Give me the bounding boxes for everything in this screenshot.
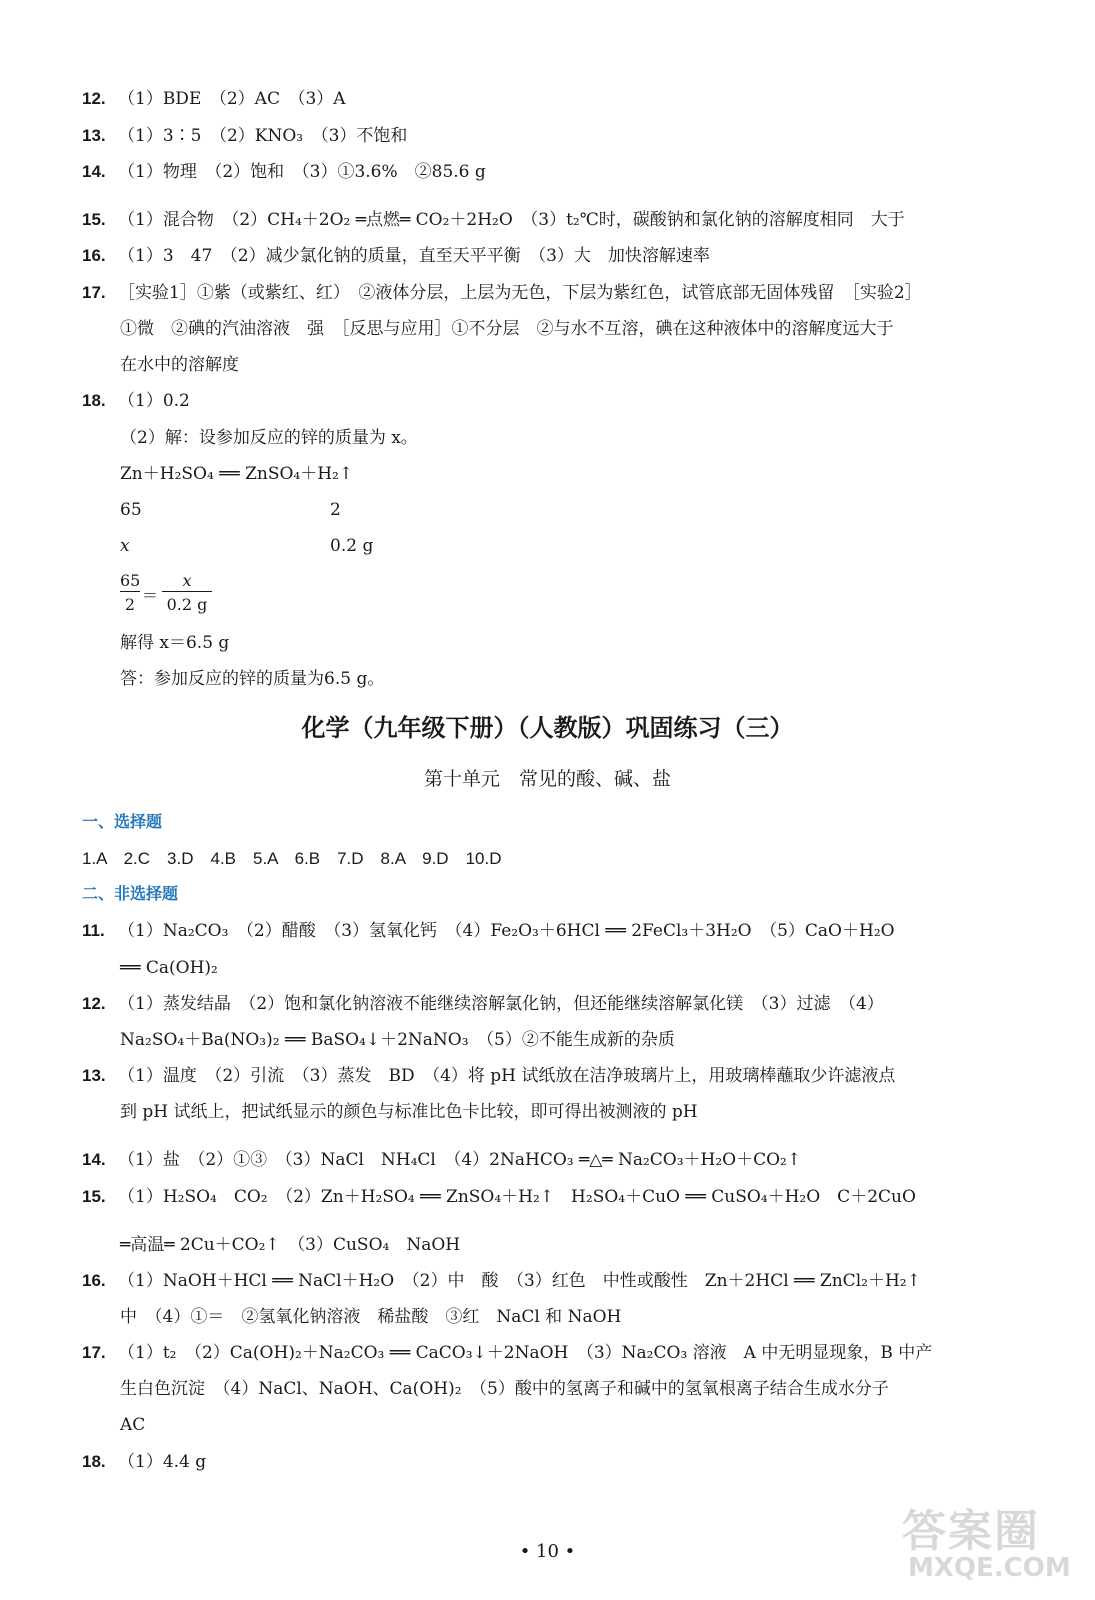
watermark-text: 答案圈	[902, 1506, 1040, 1557]
question-number: 17.	[82, 283, 106, 302]
section-heading-nonchoice: 二、非选择题	[82, 884, 179, 903]
answer-text: （1）3 47 （2）减少氯化钠的质量，直至天平平衡 （3）大 加快溶解速率	[118, 246, 710, 266]
ratio-right: 0.2 g	[330, 536, 374, 556]
choice-answers: 1.A 2.C 3.D 4.B 5.A 6.B 7.D 8.A 9.D 10.D	[82, 849, 502, 868]
answer-continuation: Na₂SO₄＋Ba(NO₃)₂ ══ BaSO₄↓＋2NaNO₃ （5）②不能生成新的杂质	[120, 1030, 675, 1050]
solution-line: （2）解：设参加反应的锌的质量为 x。	[120, 428, 418, 448]
answer-line	[82, 1065, 895, 1087]
answer-text: ［实验1］①紫（或紫红、红） ②液体分层，上层为无色，下层为紫红色，试管底部无固体残留 ［实验2］	[118, 283, 922, 303]
denominator: 2	[124, 595, 136, 614]
ratio-line	[120, 535, 374, 557]
answer-text: （1）温度 （2）引流 （3）蒸发 BD （4）将 pH 试纸放在洁净玻璃片上，用玻璃棒蘸取少许滤液点	[118, 1066, 896, 1086]
answer-text: （1）混合物 （2）CH₄＋2O₂ ═点燃═ CO₂＋2H₂O （3）t₂℃时，碳酸钠和氯化钠的溶解度相同 大于	[118, 210, 905, 230]
answer-line	[82, 1270, 921, 1292]
question-number: 14.	[82, 1150, 106, 1169]
section-heading-choice: 一、选择题	[82, 812, 163, 831]
answer-continuation: 生白色沉淀 （4）NaCl、NaOH、Ca(OH)₂ （5）酸中的氢离子和碱中的氢氧根离子结合生成水分子	[120, 1379, 889, 1399]
answer-continuation: ①微 ②碘的汽油溶液 强 ［反思与应用］①不分层 ②与水不互溶，碘在这种液体中的溶解度远大于	[120, 319, 894, 339]
question-number: 13.	[82, 126, 106, 145]
ratio-right: 2	[330, 500, 341, 520]
watermark-logo	[900, 1495, 1080, 1590]
answer-text: （1）H₂SO₄ CO₂ （2）Zn＋H₂SO₄ ══ ZnSO₄＋H₂↑ H₂SO₄＋CuO ══ CuSO₄＋H₂O C＋2CuO	[118, 1187, 916, 1207]
answer-line	[82, 282, 922, 304]
page-number: • 10 •	[519, 1541, 576, 1562]
answer-line	[82, 125, 407, 147]
answer-text: （1）0.2	[118, 391, 190, 411]
answer-line	[82, 920, 895, 942]
answer-text: （1）4.4 g	[118, 1452, 207, 1472]
question-number: 18.	[82, 1452, 106, 1471]
answer-line	[82, 245, 710, 267]
answer-line	[82, 1342, 932, 1364]
answer-continuation: AC	[120, 1415, 146, 1435]
ratio-left: x	[120, 536, 130, 556]
answer-text: （1）Na₂CO₃ （2）醋酸 （3）氢氧化钙 （4）Fe₂O₃＋6HCl ══ 2FeCl₃＋3H₂O （5）CaO＋H₂O	[118, 921, 895, 941]
answer-line	[82, 993, 884, 1015]
equals-sign: ＝	[142, 586, 159, 605]
answer-line	[82, 209, 905, 231]
ratio-left: 65	[120, 500, 142, 520]
solution-line: 解得 x＝6.5 g	[120, 633, 230, 653]
answer-continuation: 在水中的溶解度	[120, 355, 239, 375]
page-title: 化学（九年级下册）（人教版）巩固练习（三）	[301, 713, 794, 742]
question-number: 16.	[82, 246, 106, 265]
answer-continuation: ═高温═ 2Cu＋CO₂↑ （3）CuSO₄ NaOH	[120, 1235, 461, 1255]
answer-text: （1）蒸发结晶 （2）饱和氯化钠溶液不能继续溶解氯化钠，但还能继续溶解氯化镁 （3）过滤 （4）	[118, 994, 884, 1014]
answer-text: （1）BDE （2）AC （3）A	[118, 89, 346, 109]
ratio-line	[120, 499, 341, 521]
question-number: 17.	[82, 1343, 106, 1362]
answer-continuation: 中 （4）①＝ ②氢氧化钠溶液 稀盐酸 ③红 NaCl 和 NaOH	[120, 1307, 622, 1327]
answer-continuation: 到 pH 试纸上，把试纸显示的颜色与标准比色卡比较，即可得出被测液的 pH	[120, 1102, 698, 1122]
answer-text: （1）物理 （2）饱和 （3）①3.6% ②85.6 g	[118, 162, 486, 182]
solution-line: 答：参加反应的锌的质量为6.5 g。	[120, 669, 385, 689]
answer-text: （1）t₂ （2）Ca(OH)₂＋Na₂CO₃ ══ CaCO₃↓＋2NaOH （3）Na₂CO₃ 溶液 A 中无明显现象，B 中产	[118, 1343, 933, 1363]
question-number: 15.	[82, 210, 106, 229]
question-number: 15.	[82, 1187, 106, 1206]
numerator: x	[182, 571, 192, 590]
question-number: 12.	[82, 994, 106, 1013]
equation-line: Zn＋H₂SO₄ ══ ZnSO₄＋H₂↑	[120, 464, 354, 484]
question-number: 16.	[82, 1271, 106, 1290]
answer-line	[82, 1451, 206, 1473]
answer-text: （1）3∶5 （2）KNO₃ （3）不饱和	[118, 126, 408, 146]
question-number: 13.	[82, 1066, 106, 1085]
answer-line	[82, 1186, 916, 1208]
question-number: 11.	[82, 921, 105, 940]
answer-text: （1）盐 （2）①③ （3）NaCl NH₄Cl （4）2NaHCO₃ ═△═ Na₂CO₃＋H₂O＋CO₂↑	[118, 1150, 802, 1170]
numerator: 65	[120, 571, 141, 590]
denominator: 0.2 g	[166, 595, 208, 614]
answer-line	[82, 88, 346, 110]
answer-line	[82, 1149, 801, 1171]
question-number: 12.	[82, 89, 106, 108]
unit-subtitle: 第十单元 常见的酸、碱、盐	[423, 768, 671, 790]
answer-continuation: ══ Ca(OH)₂	[120, 958, 218, 978]
question-number: 18.	[82, 391, 106, 410]
answer-line	[82, 390, 190, 412]
watermark-url: MXQE.COM	[908, 1553, 1071, 1583]
question-number: 14.	[82, 162, 106, 181]
answer-text: （1）NaOH＋HCl ══ NaCl＋H₂O （2）中 酸 （3）红色 中性或酸性 Zn＋2HCl ══ ZnCl₂＋H₂↑	[118, 1271, 921, 1291]
answer-line	[82, 161, 486, 183]
fraction-bar	[120, 591, 140, 592]
fraction-bar	[162, 591, 212, 592]
